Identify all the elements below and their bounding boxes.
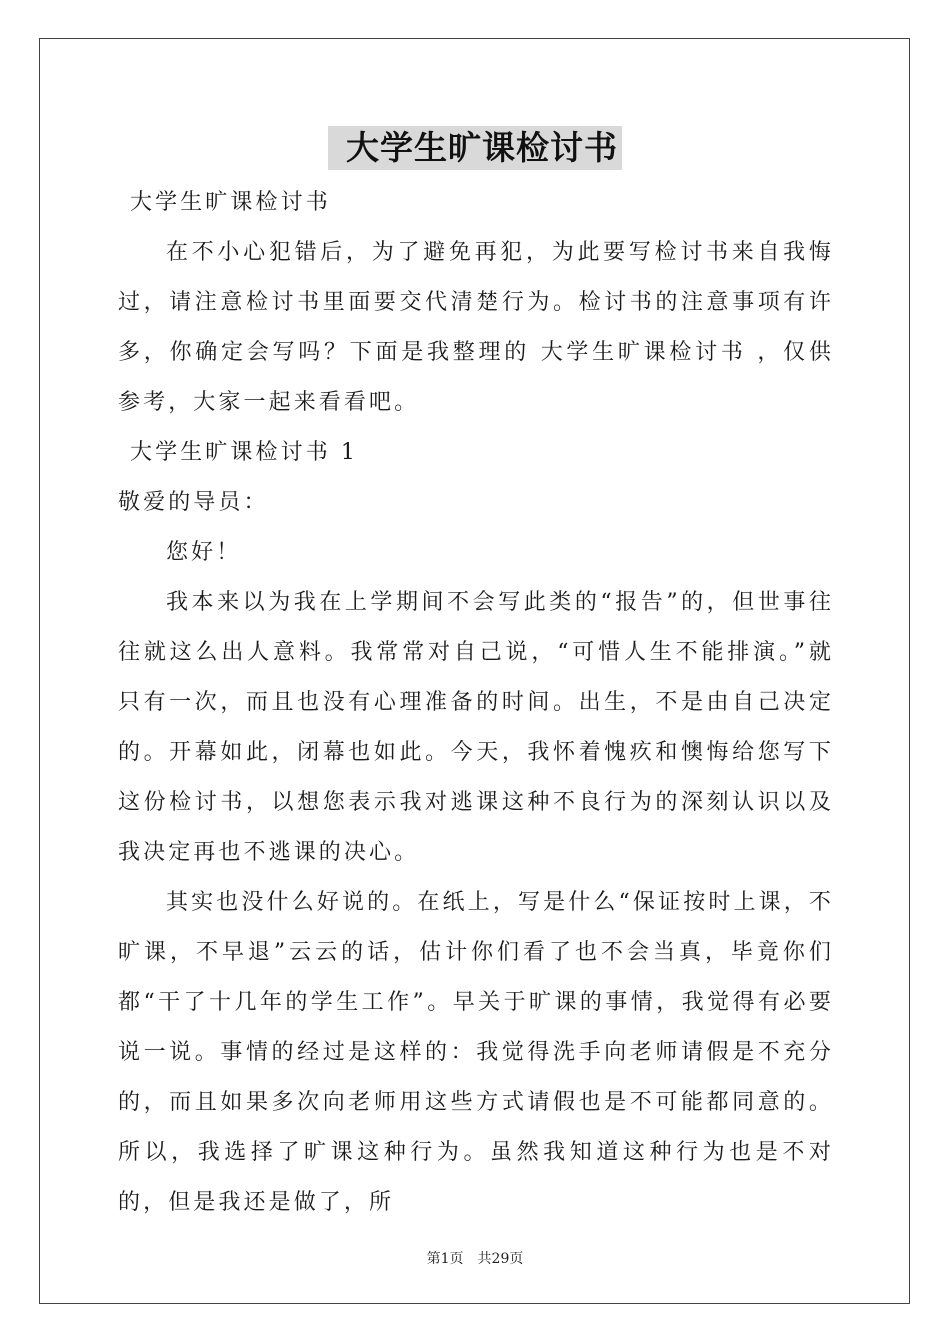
body-paragraph-1: 我本来以为我在上学期间不会写此类的“报告”的，但世事往往就这么出人意料。我常常对自己说，“可惜人生不能排演。”就只有一次，而且也没有心理准备的时间。出生，不是由自己决定的。开幕如此，闭幕也如此。今天，我怀着愧疚和懊悔给您写下这份检讨书，以想您表示我对逃课这种不良行为的深刻认识以及我决定再也不逃课的决心。 [118,590,834,865]
greeting: 您好！ [166,540,242,565]
intro-paragraph: 在不小心犯错后，为了避免再犯，为此要写检讨书来自我悔过，请注意检讨书里面要交代清楚行为。检讨书的注意事项有许多，你确定会写吗？下面是我整理的 大学生旷课检讨书 ，仅供参考，大家一起来看看吧。 [118,240,834,415]
page-number: 第1页 [426,1251,464,1267]
body-paragraph-2: 其实也没什么好说的。在纸上，写是什么“保证按时上课，不旷课，不早退”云云的话，估计你们看了也不会当真，毕竟你们都“干了十几年的学生工作”。早关于旷课的事情，我觉得有必要说一说。事情的经过是这样的：我觉得洗手向老师请假是不充分的，而且如果多次向老师用这些方式请假也是不可能都同意的。所以，我选择了旷课这种行为。虽然我知道这种行为也是不对的，但是我还是做了，所 [118,890,834,1215]
page-total: 共29页 [477,1251,524,1267]
document-title: 大学生旷课检讨书 [328,126,622,170]
salutation: 敬爱的导员： [118,490,269,515]
document-body [118,178,834,1228]
page-footer [0,1248,950,1268]
title-wrap [0,126,950,170]
document-subtitle: 大学生旷课检讨书 [130,190,331,215]
section-heading: 大学生旷课检讨书 1 [130,440,358,465]
